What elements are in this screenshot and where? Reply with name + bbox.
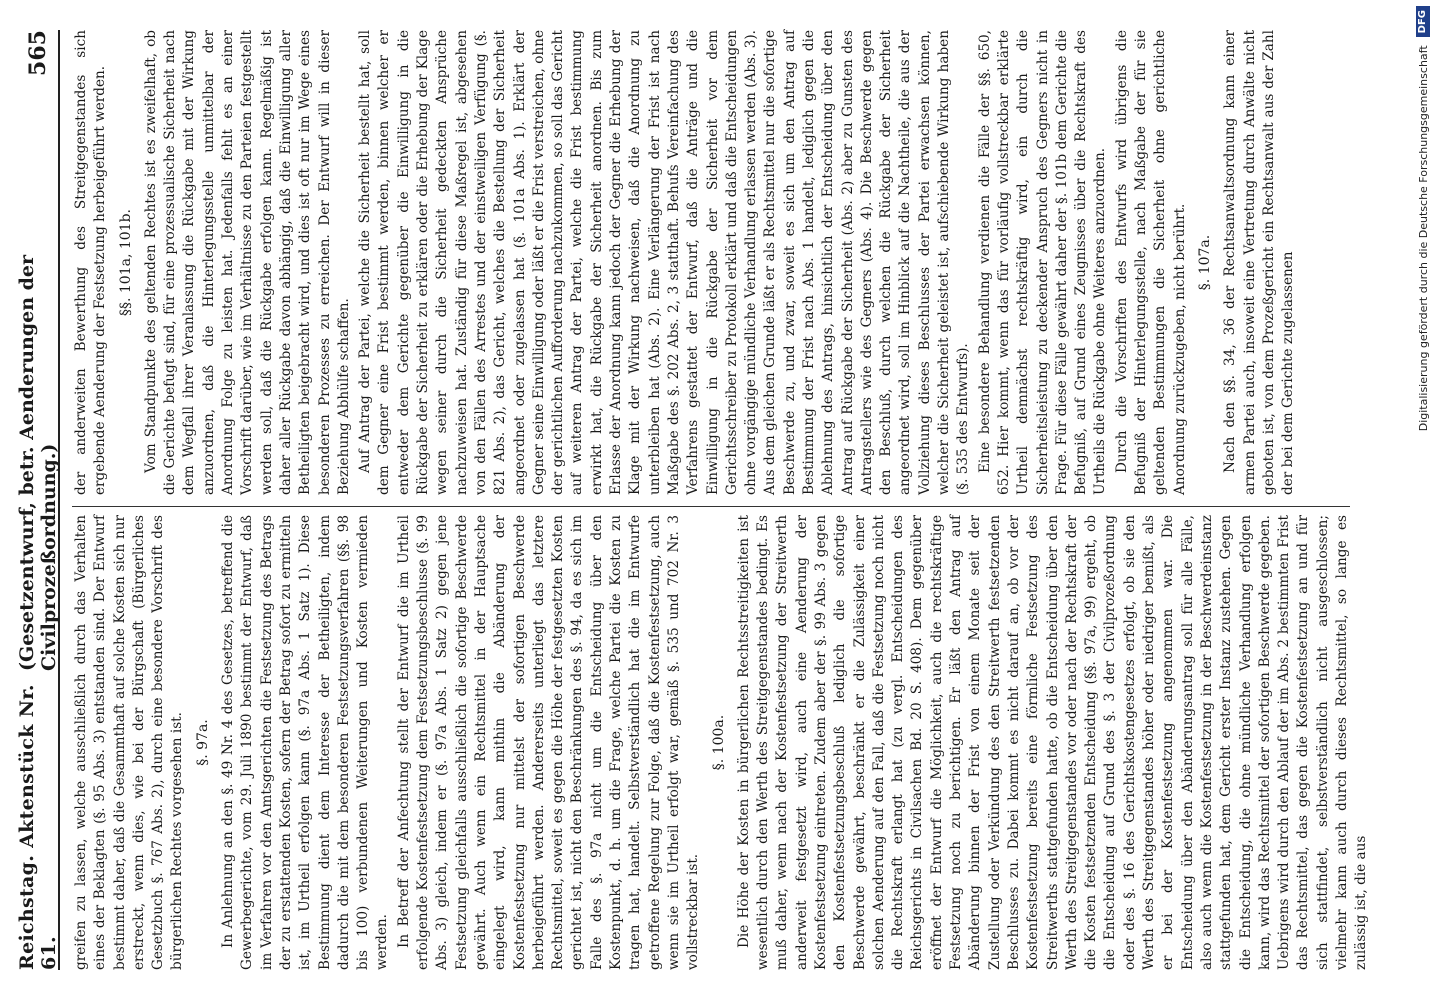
- paragraph: Eine besondere Behandlung verdienen die Fälle der §§. 650, 652. Hier kommt, wenn das für vorläufig vollstreckbar erklärte Urtheil demnächst rechtskräftig wird, ein durch die Sicherheitsleistung zu deckender Anspruch des Gegners nicht in Frage. Für diese Fälle gewährt daher der §. 101b dem Gerichte die Befugniß, auf Grund eines Zeugnisses über die Rechtskraft des Urtheils die Rückgabe ohne Weiteres anzuordnen.: [976, 30, 1109, 495]
- page-number: 565: [25, 30, 51, 76]
- paragraph: Durch die Vorschriften des Entwurfs wird übrigens die Befugniß der Hinterlegungsstelle, nach Maßgabe der für sie geltenden Bestimmungen die Sicherheit ohne gerichtliche Anordnung zurückzugeben, nicht berührt.: [1113, 30, 1188, 495]
- paragraph: Nach den §§. 34, 36 der Rechtsanwaltsordnung kann einer armen Partei auch, insoweit eine Vertretung durch Anwälte nicht geboten ist, von dem Prozeßgericht ein Rechtsanwalt aus der Zahl der bei dem Gerichte zugelassenen: [1222, 30, 1297, 495]
- section-heading: §§. 101a, 101b.: [117, 209, 134, 317]
- paragraph: der anderweiten Bewerthung des Streitgegenstandes sich ergebende Aenderung der Festsetzung herbeigeführt werden.: [73, 30, 109, 495]
- section-heading: §. 107a.: [1196, 234, 1213, 291]
- paragraph: In Anlehnung an den §. 49 Nr. 4 des Gesetzes, betreffend die Gewerbegerichte, vom 29. Juli 1890 bestimmt der Entwurf, daß im Verfahren vor den Amtsgerichten die Festsetzung des Betrags der zu erstattenden Kosten, sofern der Betrag sofort zu ermitteln ist, im Urtheil erfolgen kann (§. 97a Abs. 1 Satz 1). Diese Bestimmung dient dem Interesse der Betheiligten, indem dadurch die mit dem besonderen Festsetzungsverfahren (§§. 98 bis 100) verbundenen Weiterungen und Kosten vermieden werden.: [220, 515, 391, 970]
- digitization-note-text: Digitalisierung gefördert durch die Deutsche Forschungsgemeinschaft: [1416, 45, 1430, 432]
- paragraph: Vom Standpunkte des geltenden Rechtes ist es zweifelhaft, ob die Gerichte befugt sind, für eine prozessualische Sicherheit nach dem Wegfall ihrer Veranlassung die Rückgabe mit der Wirkung anzuordnen, daß die Hinterlegungsstelle unmittelbar der Anordnung Folge zu leisten hat. Jedenfalls fehlt es an einer Vorschrift darüber, wie im Verhältnisse zu den Parteien festgestellt werden soll, daß die Rückgabe erfolgen kann. Regelmäßig ist daher aller Rückgabe davon abhängig, daß die Einwilligung aller Betheiligten beigebracht wird, und dies ist oft nur im Wege eines besonderen Prozesses zu erreichen. Der Entwurf will in dieser Beziehung Abhülfe schaffen.: [142, 30, 352, 495]
- paragraph: Die Höhe der Kosten in bürgerlichen Rechtsstreitigkeiten ist wesentlich durch den Werth des Streitgegenstandes bedingt. Es muß daher, wenn nach der Kostenfestsetzung der Streitwerth anderweit festgesetzt wird, auch eine Aenderung der Kostenfestsetzung eintreten. Zudem aber der §. 99 Abs. 3 gegen den Kostenfestsetzungsbeschluß lediglich die sofortige Beschwerde gewährt, beschränkt er die Zulässigkeit einer solchen Aenderung auf den Fall, daß die Festsetzung noch nicht die Rechtskraft erlangt hat (zu vergl. Entscheidungen des Reichsgerichts in Civilsachen Bd. 20 S. 408). Dem gegenüber eröffnet der Entwurf die Möglichkeit, auch die rechtskräftige Festsetzung noch zu berichtigen. Er läßt den Antrag auf Abänderung binnen der Frist von einem Monate seit der Zustellung oder Verkündung des den Streitwerth festsetzenden Beschlusses zu. Dabei kommt es nicht darauf an, ob vor der Kostenfestsetzung bereits eine förmliche Festsetzung des Streitwerths stattgefunden hatte, ob die Entscheidung über den Werth des Streitgegenstandes vor oder nach der Rechtskraft der die Kosten festsetzenden Entscheidung (§§. 97a, 99) ergeht, ob die Entscheidung auf Grund des §. 3 der Civilprozeßordnung oder des §. 16 des Gerichtskostengesetzes erfolgt, ob sie den Werth des Streitgegenstandes höher oder niedriger bemißt, als er bei der Kostenfestsetzung angenommen war. Die Entscheidung über den Abänderungsantrag soll für alle Fälle, also auch wenn die Kostenfestsetzung in der Beschwerdeinstanz stattgefunden hat, dem Gericht erster Instanz zustehen. Gegen die Entscheidung, die ohne mündliche Verhandlung erfolgen kann, wird das Rechtsmittel der sofortigen Beschwerde gegeben. Uebrigens wird durch den Ablauf der im Abs. 2 bestimmten Frist das Rechtsmittel, das gegen die Kostenfestsetzung an und für sich stattfindet, selbstverständlich nicht ausgeschlossen; vielmehr kann auch durch dieses Rechtsmittel, so lange es zulässig ist, die aus: [735, 515, 1370, 970]
- paragraph: greifen zu lassen, welche ausschließlich durch das Verhalten eines der Beklagten (§. 95 Abs. 3) entstanden sind. Der Entwurf bestimmt daher, daß die Gesammthaft auf solche Kosten sich nur erstreckt, wenn dies, wie bei der Bürgschaft (Bürgerliches Gesetzbuch §. 767 Abs. 2), durch eine besondere Vorschrift des bürgerlichen Rechtes vorgesehen ist.: [73, 515, 186, 970]
- left-column: [72, 515, 1370, 970]
- column-divider: [72, 506, 1350, 507]
- section-heading: §. 100a.: [710, 714, 727, 771]
- section-heading: §. 97a.: [194, 719, 211, 766]
- dfg-logo: DFG: [1416, 6, 1430, 37]
- digitization-note: [1415, 0, 1431, 1000]
- paragraph: In Betreff der Anfechtung stellt der Entwurf die im Urtheil erfolgende Kostenfestsetzung dem Festsetzungsbeschlusse (§. 99 Abs. 3) gleich, indem er (§. 97a Abs. 1 Satz 2) gegen jene Festsetzung gleichfalls ausschließlich die sofortige Beschwerde gewährt. Auch wenn ein Rechtsmittel in der Hauptsache eingelegt wird, kann mithin die Abänderung der Kostenfestsetzung nur mittelst der sofortigen Beschwerde herbeigeführt werden. Andererseits unterliegt das letztere Rechtsmittel, soweit es gegen die Höhe der festgesetzten Kosten gerichtet ist, nicht den Beschränkungen des §. 94, da es sich im Falle des §. 97a nicht um die Entscheidung über den Kostenpunkt, d. h. um die Frage, welche Partei die Kosten zu tragen hat, handelt. Selbstverständlich hat die im Entwurfe getroffene Regelung zur Folge, daß die Kostenfestsetzung, auch wenn sie im Urtheil erfolgt war, gemäß §. 535 und 702 Nr. 3 vollstreckbar ist.: [395, 515, 702, 970]
- header-title: (Gesetzentwurf, betr. Aenderungen der Civilprozeßordnung.): [16, 254, 60, 671]
- header-source: Reichstag. Aktenstück Nr. 61.: [16, 684, 60, 970]
- page-header: [18, 30, 60, 970]
- right-column: [72, 30, 1350, 495]
- paragraph: Auf Antrag der Partei, welche die Sicherheit bestellt hat, soll dem Gegner eine Frist bestimmt werden, binnen welcher er entweder dem Gerichte gegenüber die Einwilligung in die Rückgabe der Sicherheit zu erklären oder die Erhebung der Klage wegen seiner durch die Sicherheit gedeckten Ansprüche nachzuweisen hat. Zuständig für diese Maßregel ist, abgesehen von den Fällen des Arrestes und der einstweiligen Verfügung (§. 821 Abs. 2), das Gericht, welches die Bestellung der Sicherheit angeordnet oder zugelassen hat (§. 101a Abs. 1). Erklärt der Gegner seine Einwilligung oder läßt er die Frist verstreichen, ohne der gerichtlichen Aufforderung nachzukommen, so soll das Gericht auf weiteren Antrag der Partei, welche die Frist bestimmung erwirkt hat, die Rückgabe der Sicherheit anordnen. Bis zum Erlasse der Anordnung kann jedoch der Gegner die Erhebung der Klage mit der Wirkung nachweisen, daß die Anordnung zu unterbleiben hat (Abs. 2). Eine Verlängerung der Frist ist nach Maßgabe des §. 202 Abs. 2, 3 statthaft. Behufs Vereinfachung des Verfahrens gestattet der Entwurf, daß die Anträge und die Einwilligung in die Rückgabe der Sicherheit vor dem Gerichtsschreiber zu Protokoll erklärt und daß die Entscheidungen ohne vorgängige mündliche Verhandlung erlassen werden (Abs. 3). Aus dem gleichen Grunde läßt er als Rechtsmittel nur die sofortige Beschwerde zu, und zwar, soweit es sich um den Antrag auf Bestimmung der Frist nach Abs. 1 handelt, lediglich gegen die Ablehnung des Antrags, hinsichtlich der Entscheidung über den Antrag auf Rückgabe der Sicherheit (Abs. 2) aber zu Gunsten des Antragstellers wie des Gegners (Abs. 4). Die Beschwerde gegen den Beschluß, durch welchen die Rückgabe der Sicherheit angeordnet wird, soll im Hinblick auf die Nachtheile, die aus der Vollziehung dieses Beschlusses der Partei erwachsen können, welcher die Sicherheit geleistet ist, aufschiebende Wirkung haben (§. 535 des Entwurfs).: [357, 30, 972, 495]
